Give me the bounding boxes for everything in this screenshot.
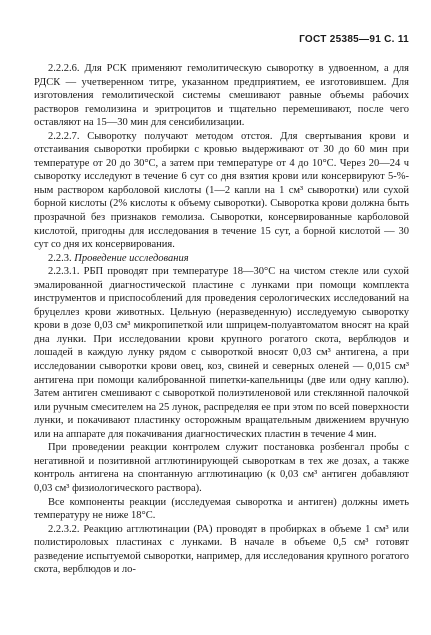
paragraph-2-2-3-2: 2.2.3.2. Реакцию агглютинации (РА) проводят в пробирках в объеме 1 см³ или полистироловых пластинах с лунками. В начале в объеме 0,5 см³ готовят разведение испытуемой сыворотки, например, для исследования крупного рогатого скота, верблюдов и ло-: [34, 523, 409, 576]
section-title: Проведение исследования: [74, 252, 189, 264]
paragraph-2-2-2-7: 2.2.2.7. Сыворотку получают методом отстоя. Для свертывания крови и отстаивания сыворотки пробирки с кровью выдерживают от 30 до 60 мин при температуре от 20 до 30°С, а затем при температуре от 4 до 10°С. Через 20—24 ч сыворотку исследуют в течение 6 сут со дня взятия крови или консервируют 5-%-ным раствором карболовой кислоты (1—2 капли на 1 см³ сыворотки) или сухой борной кислоты (2% кислоты к объему сыворотки). Сыворотка крови должна быть прозрачной без признаков гемолиза. Сыворотки, консервированные карболовой кислотой, пригодны для исследования в течение 15 сут, а борной кислотой — 30 сут со дня их консервирования.: [34, 130, 409, 251]
paragraph-control: При проведении реакции контролем служит постановка розбенгал пробы с негативной и позитивной агглютинирующей сывороткам в тех же дозах, а также контроль антигена на спонтанную агглютинацию (к 0,03 см³ антиген добавляют 0,03 см³ физиологического раствора).: [34, 442, 409, 494]
page-header: ГОСТ 25385—91 С. 11: [299, 34, 409, 45]
section-number: 2.2.3.: [48, 252, 72, 264]
paragraph-2-2-2-6: 2.2.2.6. Для РСК применяют гемолитическую сыворотку в удвоенном, а для РДСК — учетверенном титре, указанном предприятием, ее изготовившем. Для изготовления гемолитической системы смешивают равные объемы рабочих растворов гемолизина и эритроцитов и тщательно перемешивают, после чего оставляют на 15—30 мин для сенсибилизации.: [34, 63, 409, 129]
section-heading: [34, 252, 409, 266]
paragraph-2-2-3-1: 2.2.3.1. РБП проводят при температуре 18—30°С на чистом стекле или сухой эмалированной диагностической пластине с лунками при помощи комплекта инструментов и приспособлений для проведения серологических исследований на бруцеллез крови животных. Цельную (неразведенную) исследуемую сыворотку крови в дозе 0,03 см³ микропипеткой или шприцем-полуавтоматом вносят на край дна лунки. При исследовании крови крупного рогатого скота, верблюдов и лошадей в каждую лунку рядом с сывороткой вносят 0,03 см³ антигена, а при исследовании сыворотки крови овец, коз, свиней и северных оленей — 0,015 см³ антигена при помощи калиброванной пипетки-капельницы (две или одну каплю). Затем антиген смешивают с сывороткой полиэтиленовой или стеклянной палочкой или ручным смесителем на 25 лунок, распределяя ее при этом по всей поверхности лунки, и покачивают пластинку осторожным вращательным движением вручную или на аппарате для покачивания диагностических пластин в течение 4 мин.: [34, 266, 409, 440]
paragraph-components: Все компоненты реакции (исследуемая сыворотка и антиген) должны иметь температуру не ниже 18°С.: [34, 496, 409, 522]
document-body: [34, 62, 409, 577]
